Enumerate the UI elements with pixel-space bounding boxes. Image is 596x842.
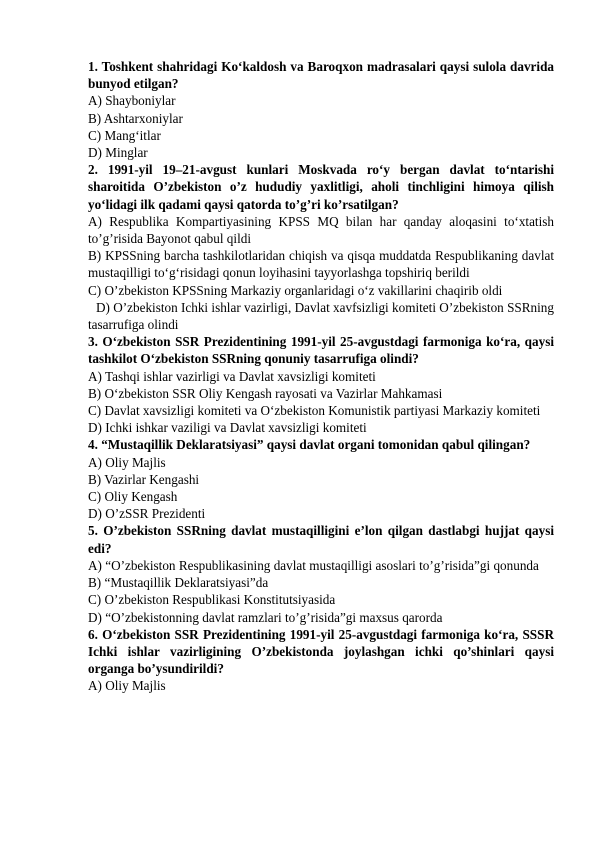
answer-option: A) Oliy Majlis	[88, 454, 166, 470]
answer-option: C) Oliy Kengash	[88, 489, 178, 505]
answer-option: D) “O’zbekistonning davlat ramzlari to’g’risida”gi maxsus qarorda	[88, 609, 443, 625]
answer-option: D) Minglar	[88, 145, 148, 161]
answer-option: B) O‘zbekiston SSR Oliy Kengash rayosati va Vazirlar Mahkamasi	[88, 385, 443, 401]
question-text: 3. O‘zbekiston SSR Prezidentining 1991-yil 25-avgustdagi farmoniga ko‘ra, qaysi tashkilot O‘zbekiston SSRning qonuniy tasarrufiga olindi?	[88, 334, 554, 367]
question-text: 5. O’zbekiston SSRning davlat mustaqilligini e’lon qilgan dastlabgi hujjat qaysi edi?	[88, 523, 554, 556]
question-text: 6. O‘zbekiston SSR Prezidentining 1991-yil 25-avgustdagi farmoniga ko‘ra, SSSR Ichki ishlar vazirligining O’zbekistonda joylashgan ichki qo’shinlari qaysi organga bo’ysundirildi?	[88, 626, 554, 677]
answer-option: A) Respublika Kompartiyasining KPSS MQ bilan har qanday aloqasini to‘xtatish to’g’risida Bayonot qabul qildi	[88, 213, 554, 247]
answer-option: D) O’zSSR Prezidenti	[88, 506, 206, 522]
answer-option: D) Ichki ishkar vaziligi va Davlat xavsizligi komiteti	[88, 420, 367, 436]
question-block	[88, 58, 554, 161]
answer-option: D) O’zbekiston Ichki ishlar vazirligi, Davlat xavfsizligi komiteti O’zbekiston SSRning tasarrufiga olindi	[88, 299, 554, 333]
question-block	[88, 522, 554, 625]
question-text: 2. 1991-yil 19–21-avgust kunlari Moskvada ro‘y bergan davlat to‘ntarishi sharoitida O’zbekiston o’z hududiy yaxlitligi, aholi tinchligini himoya qilish yo‘lidagi ilk qadami qaysi qatorda to’g’ri ko’rsatilgan?	[88, 162, 554, 212]
answer-option: C) Davlat xavsizligi komiteti va O‘zbekiston Komunistik partiyasi Markaziy komiteti	[88, 403, 541, 419]
question-block	[88, 436, 554, 522]
answer-option: B) “Mustaqillik Deklaratsiyasi”da	[88, 575, 269, 591]
answer-option: A) Shayboniylar	[88, 93, 176, 109]
answer-option: B) Vazirlar Kengashi	[88, 471, 200, 487]
answer-option: C) O’zbekiston Respublikasi Konstitutsiyasida	[88, 592, 336, 608]
question-block	[88, 333, 554, 436]
answer-option: C) O’zbekiston KPSSning Markaziy organlaridagi o‘z vakillarini chaqirib oldi	[88, 282, 503, 298]
question-text: 4. “Mustaqillik Deklaratsiyasi” qaysi davlat organi tomonidan qabul qilingan?	[88, 437, 531, 453]
answer-option: A) Oliy Majlis	[88, 678, 166, 694]
question-text: 1. Toshkent shahridagi Ko‘kaldosh va Baroqxon madrasalari qaysi sulola davrida bunyod etilgan?	[88, 59, 554, 92]
question-block	[88, 626, 554, 695]
answer-option: B) Ashtarxoniylar	[88, 110, 183, 126]
answer-option: A) Tashqi ishlar vazirligi va Davlat xavsizligi komiteti	[88, 368, 376, 384]
answer-option: A) “O’zbekiston Respublikasining davlat mustaqilligi asoslari to’g’risida”gi qonunda	[88, 557, 539, 573]
answer-option: B) KPSSning barcha tashkilotlaridan chiqish va qisqa muddatda Respublikaning davlat mustaqilligi to‘g‘risidagi qonun loyihasini tayyorlashga topshiriq berildi	[88, 248, 554, 281]
answer-option: C) Mang‘itlar	[88, 127, 161, 143]
question-block	[88, 161, 554, 333]
document-page	[88, 58, 554, 695]
